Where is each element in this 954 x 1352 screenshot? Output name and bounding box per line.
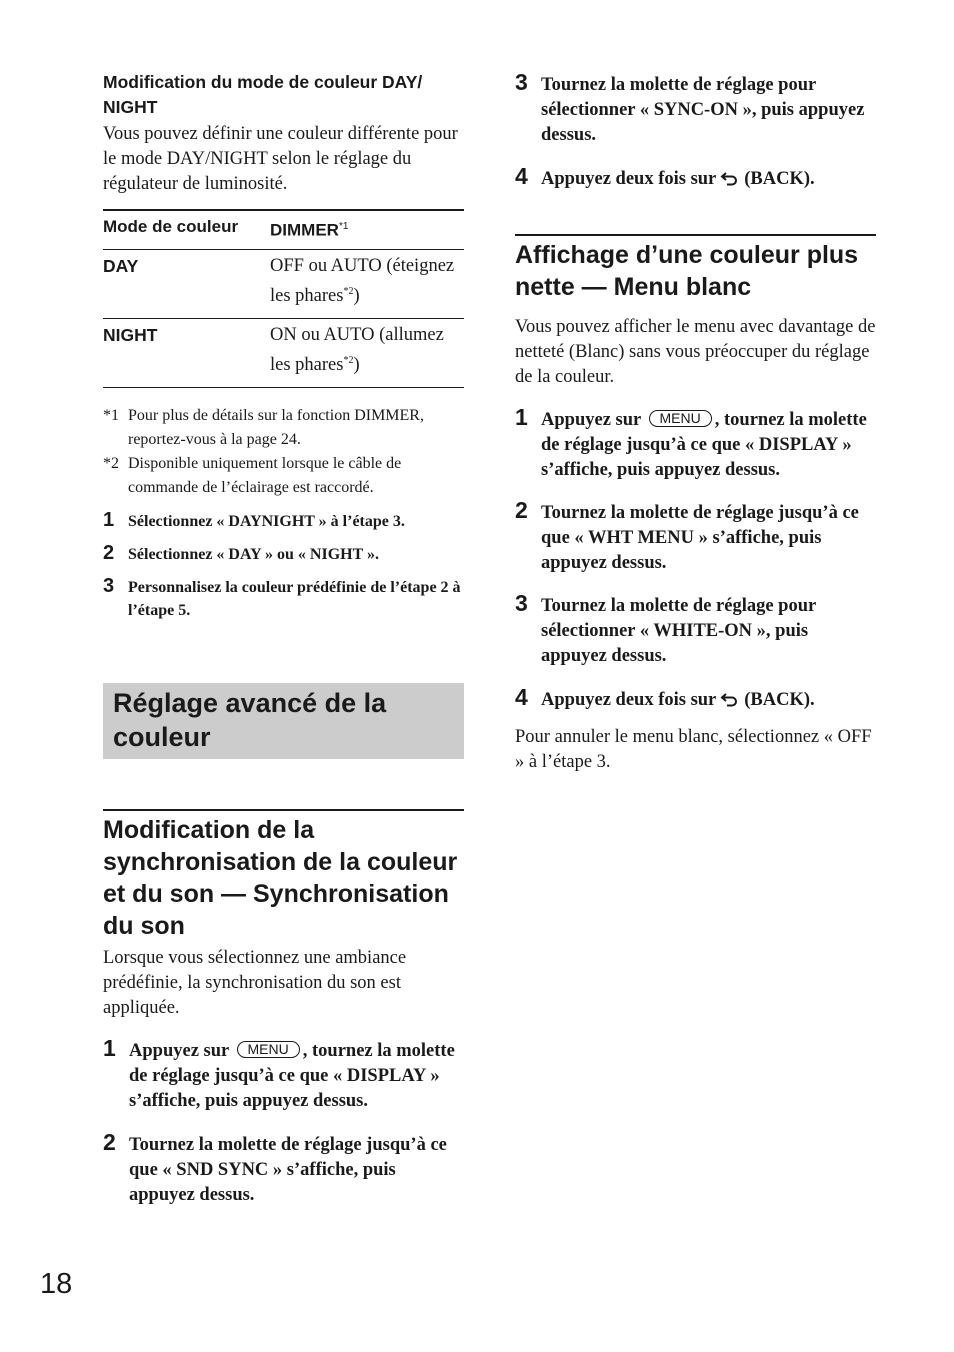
table-row	[103, 318, 464, 387]
table-header-dimmer	[270, 210, 464, 249]
step-number: 4	[515, 163, 528, 189]
step-text-after: , tournez la molette de réglage jusqu’à ce que « DISPLAY » s’affiche, puis appuyez dessus.	[129, 1040, 455, 1111]
table-cell-value-close: )	[353, 354, 360, 375]
color-mode-table	[103, 209, 464, 388]
step-text	[541, 688, 876, 713]
table-cell-mode: DAY	[103, 255, 139, 276]
step-number: 1	[103, 508, 115, 531]
step-number: 3	[515, 69, 528, 95]
step-text: Tournez la molette de réglage pour sélectionner « SYNC-ON », puis appuyez dessus.	[541, 75, 865, 145]
page-number: 18	[40, 1268, 73, 1300]
step-text-before: Appuyez deux fois sur	[541, 690, 717, 710]
step	[515, 685, 876, 713]
step-text-after: (BACK).	[744, 690, 815, 710]
step	[103, 1036, 464, 1114]
left-column	[103, 70, 464, 1208]
subheading-day-night: Modification du mode de couleur DAY/ NIGHT	[103, 72, 423, 117]
step-text-before: Appuyez sur	[129, 1040, 229, 1061]
step-number: 3	[515, 590, 528, 616]
small-step-list	[103, 509, 464, 622]
table-header-mode: Mode de couleur	[103, 217, 239, 236]
table-cell-value-text: OFF ou AUTO (éteignez les phares	[270, 255, 455, 306]
step	[103, 1130, 464, 1208]
step-number: 2	[515, 497, 528, 523]
menu-key-icon: MENU	[649, 410, 712, 427]
table-header-row	[103, 210, 464, 249]
step-number: 2	[103, 541, 115, 564]
table-header-dimmer-label: DIMMER	[270, 220, 339, 240]
step-text: Tournez la molette de réglage pour sélectionner « WHITE-ON », puis appuyez dessus.	[541, 596, 816, 666]
section-heading-white-menu	[515, 234, 876, 303]
footnote-text: Disponible uniquement lorsque le câble de commande de l’éclairage est raccordé.	[128, 454, 402, 496]
step	[515, 70, 876, 148]
table-cell-value-close: )	[353, 285, 360, 306]
step-number: 1	[515, 404, 528, 430]
section-heading-sound-sync	[103, 809, 464, 942]
footnote	[103, 404, 464, 452]
small-step	[103, 542, 464, 566]
footnote-mark: *2	[103, 454, 119, 472]
small-step	[103, 509, 464, 533]
step-text-after: , tournez la molette de réglage jusqu’à ce que « DISPLAY » s’affiche, puis appuyez dessus.	[541, 410, 867, 480]
step	[515, 164, 876, 192]
step-number: 3	[103, 574, 115, 597]
band-title: Réglage avancé de la couleur	[113, 687, 387, 752]
table-cell-value	[270, 249, 464, 318]
step	[515, 498, 876, 576]
footnote-mark: *1	[103, 406, 119, 424]
step-text: Tournez la molette de réglage jusqu’à ce que « SND SYNC » s’affiche, puis appuyez dessus.	[129, 1134, 447, 1205]
table-cell-value	[270, 318, 464, 387]
footnote-ref: *1	[338, 221, 349, 232]
section-intro: Vous pouvez afficher le menu avec davantage de netteté (Blanc) sans vous préoccuper du réglage de la couleur.	[515, 317, 876, 387]
step-number: 2	[103, 1128, 116, 1155]
step-text-before: Appuyez deux fois sur	[541, 169, 717, 189]
footnotes	[103, 404, 464, 500]
intro-paragraph: Vous pouvez définir une couleur différente pour le mode DAY/NIGHT selon le réglage du régulateur de luminosité.	[103, 124, 458, 194]
menu-key-icon: MENU	[237, 1041, 300, 1058]
step	[515, 405, 876, 483]
footnote-ref: *2	[343, 354, 354, 366]
section-title: Modification de la synchronisation de la couleur et du son — Synchronisation du son	[103, 815, 458, 940]
step-text: Sélectionnez « DAYNIGHT » à l’étape 3.	[128, 512, 405, 530]
section-intro: Lorsque vous sélectionnez une ambiance prédéfinie, la synchronisation du son est appliquée.	[103, 947, 407, 1018]
small-step	[103, 575, 464, 622]
step-text	[541, 167, 876, 192]
step-text: Sélectionnez « DAY » ou « NIGHT ».	[128, 545, 379, 563]
step-text: Personnalisez la couleur prédéfinie de l’étape 2 à l’étape 5.	[128, 578, 461, 619]
step-number: 4	[515, 684, 528, 710]
step-text	[541, 408, 876, 483]
step-text: Tournez la molette de réglage jusqu’à ce que « WHT MENU » s’affiche, puis appuyez dessus.	[541, 503, 859, 573]
step	[515, 591, 876, 669]
step-text-before: Appuyez sur	[541, 410, 641, 430]
footnote	[103, 452, 464, 500]
table-cell-mode: NIGHT	[103, 324, 158, 345]
step-text-after: (BACK).	[744, 169, 815, 189]
step-text	[129, 1039, 464, 1114]
footnote-text: Pour plus de détails sur la fonction DIMMER, reportez-vous à la page 24.	[128, 406, 424, 448]
table-row	[103, 249, 464, 318]
section-title: Affichage d’une couleur plus nette — Menu blanc	[515, 241, 859, 301]
advanced-color-band	[103, 683, 464, 759]
table-cell-value-text: ON ou AUTO (allumez les phares	[270, 324, 444, 375]
closing-paragraph: Pour annuler le menu blanc, sélectionnez « OFF » à l’étape 3.	[515, 727, 872, 772]
step-number: 1	[103, 1034, 116, 1061]
footnote-ref: *2	[343, 285, 354, 297]
back-arrow-icon	[720, 691, 740, 707]
back-arrow-icon	[720, 170, 740, 186]
right-column	[515, 70, 876, 775]
